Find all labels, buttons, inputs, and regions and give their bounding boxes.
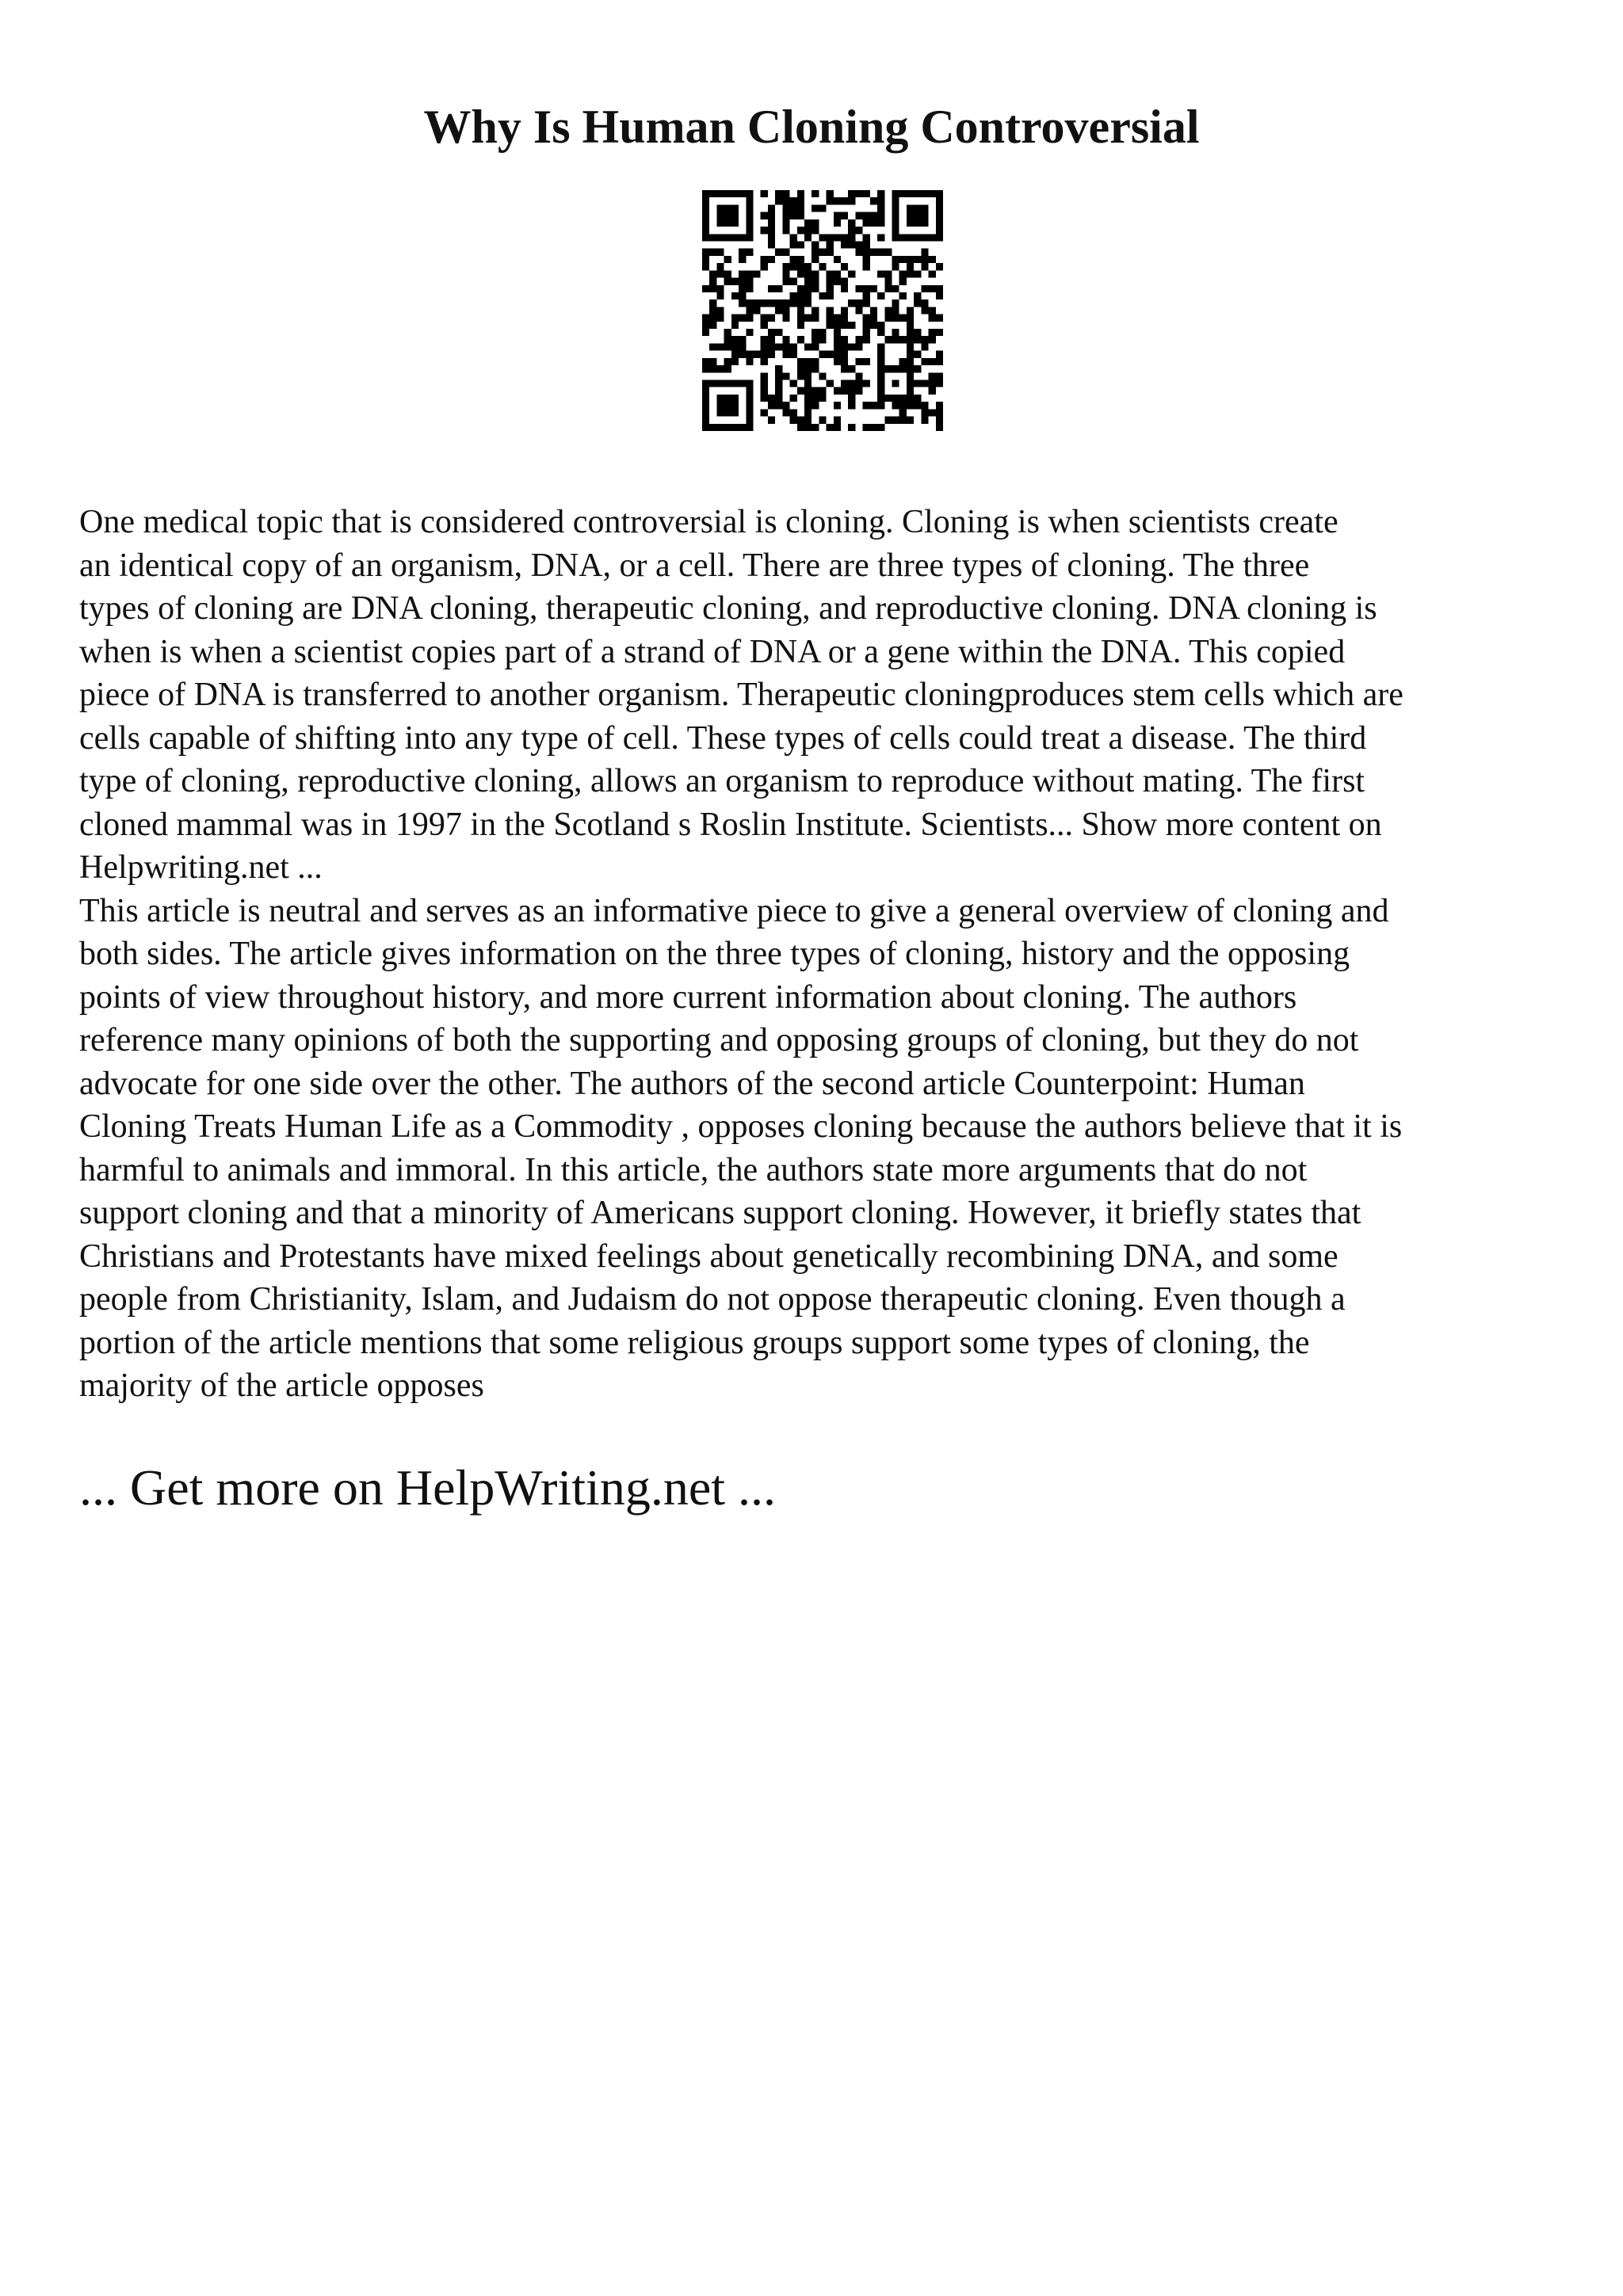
text-line: piece of DNA is transferred to another organism. Therapeutic cloningproduces stem cells which are: [79, 677, 1403, 713]
text-line: cloned mammal was in 1997 in the Scotland s Roslin Institute. Scientists... Show more content on: [79, 806, 1382, 843]
text-line: people from Christianity, Islam, and Judaism do not oppose therapeutic cloning. Even though a: [79, 1281, 1346, 1318]
text-line: reference many opinions of both the supporting and opposing groups of cloning, but they do not: [79, 1022, 1359, 1058]
text-line: majority of the article opposes: [79, 1367, 484, 1404]
text-line: when is when a scientist copies part of a strand of DNA or a gene within the DNA. This copied: [79, 633, 1346, 670]
text-line: One medical topic that is considered controversial is cloning. Cloning is when scientists create: [79, 504, 1338, 540]
article-body: [79, 501, 1569, 1408]
text-line: portion of the article mentions that some religious groups support some types of cloning, the: [79, 1324, 1310, 1361]
text-line: cells capable of shifting into any type of cell. These types of cells could treat a disease. The third: [79, 719, 1367, 757]
text-line: types of cloning are DNA cloning, therapeutic cloning, and reproductive cloning. DNA cloning is: [79, 590, 1377, 627]
text-line: type of cloning, reproductive cloning, allows an organism to reproduce without mating. The first: [79, 763, 1365, 799]
paragraph-1: [79, 501, 1569, 890]
text-line: This article is neutral and serves as an informative piece to give a general overview of cloning and: [79, 892, 1389, 929]
text-line: Christians and Protestants have mixed feelings about genetically recombining DNA, and some: [79, 1238, 1338, 1275]
qr-code-icon: [702, 190, 943, 431]
text-line: Helpwriting.net ...: [79, 849, 323, 886]
text-line: Cloning Treats Human Life as a Commodity , opposes cloning because the authors believe that it is: [79, 1108, 1403, 1145]
text-line: harmful to animals and immoral. In this article, the authors state more arguments that do not: [79, 1151, 1308, 1188]
text-line: an identical copy of an organism, DNA, or a cell. There are three types of cloning. The three: [79, 547, 1310, 584]
text-line: both sides. The article gives information on the three types of cloning, history and the opposing: [79, 936, 1350, 972]
text-line: advocate for one side over the other. The authors of the second article Counterpoint: Human: [79, 1065, 1305, 1102]
paragraph-2: [79, 890, 1569, 1408]
text-line: points of view throughout history, and more current information about cloning. The authors: [79, 978, 1297, 1016]
get-more-link[interactable]: ... Get more on HelpWriting.net ...: [79, 1459, 776, 1516]
text-line: support cloning and that a minority of Americans support cloning. However, it briefly states that: [79, 1195, 1361, 1231]
page-title: Why Is Human Cloning Controversial: [423, 101, 1200, 153]
